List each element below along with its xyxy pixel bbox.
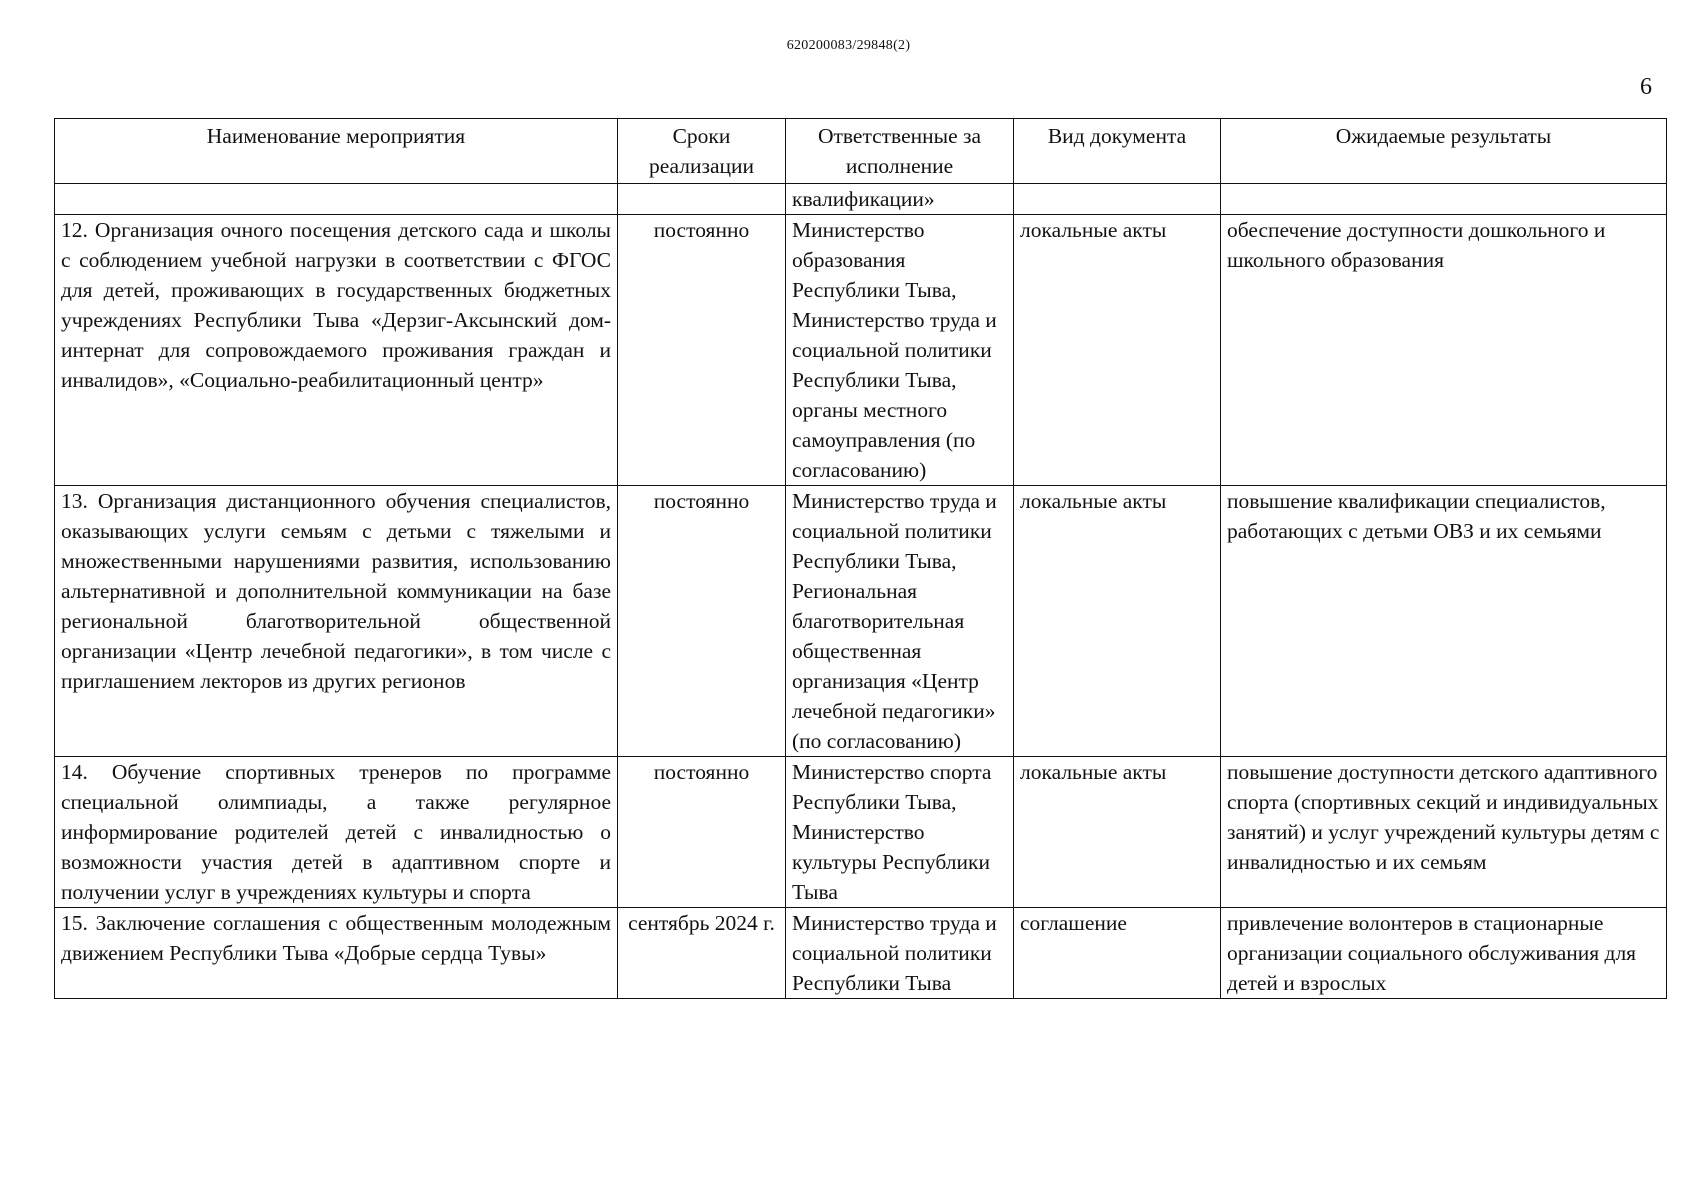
cell-term: постоянно: [618, 215, 786, 486]
cell-responsible: квалификации»: [786, 184, 1014, 215]
cell-doc-type: локальные акты: [1014, 215, 1221, 486]
document-id: 620200083/29848(2): [786, 38, 911, 53]
cell-result: привлечение волонтеров в стационарные организации социального обслуживания для детей и взрослых: [1221, 908, 1667, 999]
cell-doc-type: соглашение: [1014, 908, 1221, 999]
cell-name: 12. Организация очного посещения детского сада и школы с соблюдением учебной нагрузки в соответствии с ФГОС для детей, проживающих в государственных бюджетных учреждениях Республики Тыва «Дерзиг-Аксынский дом-интернат для сопровождаемого проживания граждан и инвалидов», «Социально-реабилитационный центр»: [55, 215, 618, 486]
cell-doc-type: локальные акты: [1014, 757, 1221, 908]
cell-doc-type: локальные акты: [1014, 486, 1221, 757]
cell-result: повышение доступности детского адаптивного спорта (спортивных секций и индивидуальных занятий) и услуг учреждений культуры детям с инвалидностью и их семьям: [1221, 757, 1667, 908]
cell-name: 15. Заключение соглашения с общественным молодежным движением Республики Тыва «Добрые сердца Тувы»: [55, 908, 618, 999]
cell-term: постоянно: [618, 486, 786, 757]
page-number: 6: [1640, 74, 1652, 100]
table-row: [55, 486, 1667, 757]
cell-result: повышение квалификации специалистов, работающих с детьми ОВЗ и их семьями: [1221, 486, 1667, 757]
measures-table: [54, 118, 1667, 999]
header-name: Наименование мероприятия: [55, 119, 618, 184]
cell-responsible: Министерство труда и социальной политики Республики Тыва: [786, 908, 1014, 999]
header-result: Ожидаемые результаты: [1221, 119, 1667, 184]
cell-responsible: Министерство спорта Республики Тыва, Министерство культуры Республики Тыва: [786, 757, 1014, 908]
table-row: [55, 908, 1667, 999]
header-responsible: Ответственные за исполнение: [786, 119, 1014, 184]
cell-doc-type: [1014, 184, 1221, 215]
table-row-continuation: [55, 184, 1667, 215]
table-row: [55, 757, 1667, 908]
table-header-row: [55, 119, 1667, 184]
cell-term: [618, 184, 786, 215]
cell-term: сентябрь 2024 г.: [618, 908, 786, 999]
cell-result: [1221, 184, 1667, 215]
cell-name: 13. Организация дистанционного обучения специалистов, оказывающих услуги семьям с детьми с тяжелыми и множественными нарушениями развития, использованию альтернативной и дополнительной коммуникации на базе региональной благотворительной общественной организации «Центр лечебной педагогики», в том числе с приглашением лекторов из других регионов: [55, 486, 618, 757]
cell-responsible: Министерство образования Республики Тыва, Министерство труда и социальной политики Республики Тыва, органы местного самоуправления (по согласованию): [786, 215, 1014, 486]
header-term: Сроки реализации: [618, 119, 786, 184]
cell-result: обеспечение доступности дошкольного и школьного образования: [1221, 215, 1667, 486]
cell-name: [55, 184, 618, 215]
cell-term: постоянно: [618, 757, 786, 908]
cell-responsible: Министерство труда и социальной политики Республики Тыва, Региональная благотворительная общественная организация «Центр лечебной педагогики» (по согласованию): [786, 486, 1014, 757]
cell-name: 14. Обучение спортивных тренеров по программе специальной олимпиады, а также регулярное информирование родителей детей с инвалидностью о возможности участия детей в адаптивном спорте и получении услуг в учреждениях культуры и спорта: [55, 757, 618, 908]
table-row: [55, 215, 1667, 486]
header-doc-type: Вид документа: [1014, 119, 1221, 184]
